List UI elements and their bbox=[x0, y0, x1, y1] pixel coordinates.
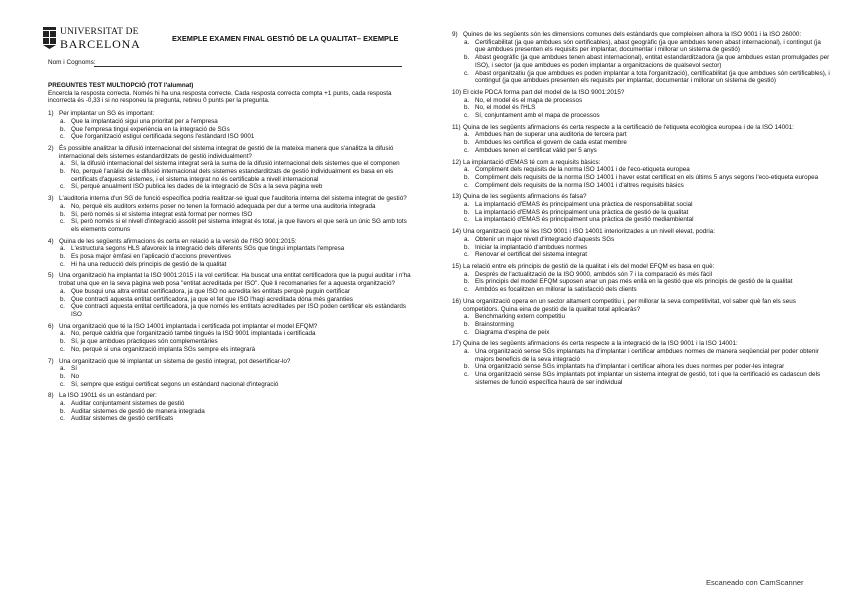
instructions-text: Encercla la resposta correcta. Només hi ha una resposta correcte. Cada resposta correcta compta +1 punts, cada resposta incorrecta és -0,33 i si no responeu la pregunta, rebreu 0 punts per la pregunta. bbox=[48, 89, 392, 105]
answer-option[interactable] bbox=[452, 329, 832, 337]
answer-option[interactable] bbox=[452, 313, 832, 321]
question-item bbox=[48, 272, 412, 318]
option-text: No, perquè l'anàlisi de la difusió internacional dels sistemes estandarditzats de gestió individualment es basa en els certificats d'aquests sistemes, i el sistema integrat no és certificable a nivell internacional bbox=[71, 168, 394, 183]
question-list-left bbox=[48, 110, 412, 423]
option-text: No, perquè si una organització implanta SGs sempre els integrarà bbox=[71, 345, 256, 353]
answer-option[interactable] bbox=[452, 166, 832, 174]
option-text: Benchmarking extern competitiu bbox=[475, 313, 565, 321]
question-header bbox=[452, 89, 832, 97]
option-letter: c. bbox=[464, 216, 469, 224]
question-text: Quines de les següents són les dimensions comunes dels estàndards que compleixen alhora la ISO 9001 i la ISO 26000: bbox=[463, 31, 802, 38]
option-text: Iniciar la implantació d'ambdues normes bbox=[475, 243, 588, 251]
option-text: Ambdós es focalitzen en millorar la satisfacció dels clients bbox=[475, 286, 637, 294]
question-list-right bbox=[452, 31, 832, 387]
answer-option[interactable] bbox=[48, 245, 412, 253]
question-text: Quina de les següents afirmacions és certa en relació a la versió de l'ISO 9001:2015: bbox=[59, 237, 297, 245]
question-item bbox=[452, 31, 832, 85]
question-number: 17) bbox=[452, 340, 462, 348]
option-letter: b. bbox=[60, 125, 66, 133]
question-number: 12) bbox=[452, 158, 462, 166]
question-number: 2) bbox=[48, 144, 54, 152]
option-letter: c. bbox=[60, 133, 65, 141]
question-number: 7) bbox=[48, 357, 54, 365]
option-text: Certificabilitat (ja que ambdues són certificables), abast geogràfic (ja que ambdues tenen abast internacional), i contingut (ja que ambdues presenten els requisits per implantar, documentar i millorar un sistema de gestió) bbox=[475, 38, 821, 54]
option-text: Sí, però només si el sistema integrat està format per normes ISO bbox=[71, 210, 253, 218]
question-item bbox=[452, 89, 832, 120]
right-column bbox=[452, 31, 832, 391]
answer-option[interactable] bbox=[452, 371, 832, 386]
question-header bbox=[452, 31, 832, 39]
answer-option[interactable] bbox=[48, 253, 412, 261]
answer-option[interactable] bbox=[452, 112, 832, 120]
question-header bbox=[48, 195, 412, 203]
question-text: Una organització que té les ISO 9001 i ISO 14001 interioritzades a un nivell elevat, podria: bbox=[463, 228, 716, 236]
question-number: 15) bbox=[452, 262, 462, 270]
option-letter: b. bbox=[60, 407, 66, 415]
question-header bbox=[48, 238, 412, 246]
university-crest-icon bbox=[42, 27, 57, 49]
question-number: 13) bbox=[452, 193, 462, 201]
option-letter: a. bbox=[60, 400, 66, 408]
answer-option[interactable] bbox=[48, 365, 412, 373]
option-letter: c. bbox=[60, 415, 65, 423]
question-number: 6) bbox=[48, 322, 54, 330]
option-text: Sí, sempre que estigui certificat segons un estàndard nacional d'integració bbox=[71, 380, 279, 388]
option-text: Que contracti aquesta entitat certificadora, ja que el fet que ISO l'hagi acreditada dóna més garanties bbox=[71, 295, 353, 303]
scanner-watermark: Escaneado con CamScanner bbox=[706, 578, 804, 587]
question-header bbox=[48, 272, 412, 287]
question-number: 9) bbox=[452, 31, 458, 38]
answer-option[interactable] bbox=[452, 216, 832, 224]
question-text: El cicle PDCA forma part del model de la ISO 9001:2015? bbox=[463, 88, 625, 96]
option-letter: a. bbox=[464, 270, 470, 278]
question-item bbox=[452, 124, 832, 155]
answer-option[interactable] bbox=[48, 160, 412, 168]
question-text: L'auditoria interna d'un SG de funció específica podria realitzar-se igual que l'auditoria interna del sistema integrat de gestió? bbox=[59, 195, 407, 203]
option-text: Diagrama d'espina de peix bbox=[475, 328, 550, 336]
option-letter: c. bbox=[60, 345, 65, 353]
option-letter: a. bbox=[60, 160, 66, 168]
question-text: Quina de les següents afirmacions és certa respecte a la certificació de l'etiqueta ecològica europea i de la ISO 14001: bbox=[463, 123, 794, 131]
answer-option[interactable] bbox=[452, 348, 832, 363]
question-header bbox=[48, 323, 412, 331]
answer-option[interactable] bbox=[48, 303, 412, 318]
question-number: 4) bbox=[48, 237, 54, 245]
answer-option[interactable] bbox=[452, 278, 832, 286]
option-text: No, el model és l'HLS bbox=[475, 104, 536, 112]
answer-option[interactable] bbox=[452, 201, 832, 209]
option-letter: b. bbox=[464, 139, 470, 147]
option-text: La implantació d'EMAS és principalment una pràctica de responsabilitat social bbox=[475, 201, 693, 209]
option-text: No, perquè caldria que l'organització també tingués la ISO 9001 implantada i certificada bbox=[71, 330, 316, 338]
option-text: Sí, perquè anualment ISO publica les dades de la integració de SGs a la seva pàgina web bbox=[71, 183, 323, 191]
option-text: Que contracti aquesta entitat certificadora, ja que només les entitats acreditades per ISO poden certificar els estàndards ISO bbox=[71, 303, 406, 318]
option-letter: a. bbox=[464, 348, 470, 356]
question-header bbox=[452, 159, 832, 167]
section-title: PREGUNTES TEST MULTIOPCIÓ (TOT l'alumnat) bbox=[48, 82, 194, 89]
question-item bbox=[48, 110, 412, 141]
answer-option[interactable] bbox=[48, 330, 412, 338]
option-text: Auditar conjuntament sistemes de gestió bbox=[71, 400, 185, 408]
question-header bbox=[48, 358, 412, 366]
answer-option[interactable] bbox=[48, 296, 412, 304]
option-text: Auditar sistemes de gestió certificats bbox=[71, 415, 174, 423]
answer-option[interactable] bbox=[452, 147, 832, 155]
answer-option[interactable] bbox=[48, 373, 412, 381]
option-text: L'estructura segons HLS afavoreix la integració dels diferents SGs que tingui implantats l'empresa bbox=[71, 245, 345, 253]
option-text: Que la implantació sigui una prioritat per a l'empresa bbox=[71, 117, 218, 125]
question-header bbox=[452, 263, 832, 271]
question-header bbox=[48, 145, 412, 160]
question-header bbox=[452, 298, 832, 313]
option-text: Una organització sense SGs implantats ha d'implantar i certificar ambdues normes de manera seqüencial per poder obtenir majors beneficis de la seva integració bbox=[475, 348, 819, 363]
option-text: Ambdues les certifica el govern de cada estat membre bbox=[475, 139, 627, 147]
option-letter: b. bbox=[464, 54, 470, 62]
question-text: Quina de les següents afirmacions és certa respecte a la integració de la ISO 9001 i la ISO 14001: bbox=[463, 340, 738, 348]
question-item bbox=[452, 263, 832, 294]
question-number: 8) bbox=[48, 392, 54, 400]
answer-option[interactable] bbox=[48, 218, 412, 233]
option-letter: c. bbox=[60, 303, 65, 311]
option-letter: c. bbox=[464, 328, 469, 336]
answer-option[interactable] bbox=[48, 168, 412, 183]
answer-option[interactable] bbox=[452, 271, 832, 279]
option-letter: b. bbox=[60, 295, 66, 303]
answer-option[interactable] bbox=[48, 346, 412, 354]
option-letter: c. bbox=[60, 380, 65, 388]
option-text: Que l'organització estigui certificada segons l'estàndard ISO 9001 bbox=[71, 133, 255, 141]
answer-option[interactable] bbox=[452, 70, 832, 85]
question-header bbox=[452, 228, 832, 236]
option-letter: b. bbox=[464, 278, 470, 286]
answer-option[interactable] bbox=[48, 400, 412, 408]
question-text: Quina de les següents afirmacions és falsa? bbox=[463, 193, 587, 201]
document-title: EXEMPLE EXAMEN FINAL GESTIÓ DE LA QUALITAT– EXEMPLE bbox=[172, 34, 399, 43]
option-letter: a. bbox=[464, 96, 470, 104]
answer-option[interactable] bbox=[452, 363, 832, 371]
option-letter: c. bbox=[60, 260, 65, 268]
option-letter: a. bbox=[60, 287, 66, 295]
university-logo bbox=[42, 26, 141, 52]
answer-option[interactable] bbox=[452, 244, 832, 252]
option-letter: c. bbox=[464, 112, 469, 120]
question-text: Una organització que té la ISO 14001 implantada i certificada pot implantar el model EFQM? bbox=[59, 322, 318, 330]
option-text: Una organització sense SGs implantats ha d'implantar i certificar alhora les dues normes per poder-les integrar bbox=[475, 363, 785, 371]
option-text: No, perquè els auditors externs poser no tenen la formació adequada per dur a terme una auditoria integrada bbox=[71, 202, 376, 210]
answer-option[interactable] bbox=[48, 261, 412, 269]
question-item bbox=[452, 159, 832, 190]
option-text: Sí, ja que ambdues pràctiques són complementàries bbox=[71, 338, 218, 346]
option-letter: b. bbox=[464, 363, 470, 371]
option-text: Ambdues tenen el certificat vàlid per 5 anys bbox=[475, 146, 597, 154]
question-header bbox=[48, 110, 412, 118]
option-text: Obtenir un major nivell d'integració d'aquests SGs bbox=[475, 235, 615, 243]
question-header bbox=[48, 392, 412, 400]
option-text: Abast organitzatiu (ja que ambdues es poden implantar a tota l'organització), certificabilitat (ja que ambdues són certificables), i contingut (ja que ambdues presenten els requisits per implantar, documentar i millorar un sistema de gestió) bbox=[475, 69, 830, 85]
answer-option[interactable] bbox=[48, 203, 412, 211]
option-letter: c. bbox=[464, 181, 469, 189]
answer-option[interactable] bbox=[452, 182, 832, 190]
option-letter: a. bbox=[464, 235, 470, 243]
option-text: Abast geogràfic (ja que ambdues tenen abast internacional), entitat estandarditzadora (ja que ambdues estan promulgades per ISO), i sector (ja que ambdues es poden implantar a organitzacions de qualsevol sector) bbox=[475, 54, 830, 69]
option-text: La implantació d'EMAS és principalment una pràctica de gestió mediambiental bbox=[475, 216, 694, 224]
answer-option[interactable] bbox=[452, 236, 832, 244]
answer-option[interactable] bbox=[452, 131, 832, 139]
answer-option[interactable] bbox=[48, 211, 412, 219]
question-text: Una organització que té implantat un sistema de gestió integrat, pot desertificar-lo? bbox=[59, 357, 291, 365]
question-text: Una organització ha implantat la ISO 9001:2015 i la vol certificar. Ha buscat una entitat certificadora que la pugui auditar i n'ha trobat una que en la seva pàgina web posa "entitat acreditada per ISO". Què li recomanaries fer a aquesta organització? bbox=[59, 272, 411, 288]
option-text: Una organització sense SGs implantats pot implantar un sistema integrat de gestió, tot i que la certificació es cadascun dels sistemes de funció específica haurà de ser individual bbox=[475, 371, 821, 386]
option-text: Compliment dels requisits de la norma ISO 14001 i de l'eco-etiqueta europea bbox=[475, 166, 690, 174]
option-letter: a. bbox=[464, 38, 470, 46]
option-letter: a. bbox=[464, 131, 470, 139]
answer-option[interactable] bbox=[48, 338, 412, 346]
option-text: Sí, la difusió internacional del sistema integrat serà la suma de la difusió internacional dels sistemes que el componen bbox=[71, 160, 400, 168]
option-letter: a. bbox=[60, 202, 66, 210]
name-field-label: Nom i Cognoms: bbox=[48, 59, 96, 66]
option-letter: b. bbox=[60, 372, 66, 380]
question-item bbox=[48, 195, 412, 234]
option-text: Brainstorming bbox=[475, 320, 514, 328]
option-letter: a. bbox=[60, 245, 66, 253]
question-header bbox=[452, 340, 832, 348]
option-letter: c. bbox=[464, 251, 469, 259]
question-text: La ISO 19011 és un estàndard per: bbox=[59, 392, 157, 400]
answer-option[interactable] bbox=[452, 54, 832, 69]
question-number: 14) bbox=[452, 228, 462, 236]
answer-option[interactable] bbox=[48, 118, 412, 126]
option-text: Compliment dels requisits de la norma ISO 14001 i d'altres requisits bàsics bbox=[475, 181, 684, 189]
answer-option[interactable] bbox=[452, 174, 832, 182]
option-text: Auditar sistemes de gestió de manera integrada bbox=[71, 407, 205, 415]
answer-option[interactable] bbox=[48, 415, 412, 423]
question-item bbox=[48, 145, 412, 191]
option-letter: b. bbox=[464, 243, 470, 251]
option-text: Compliment dels requisits de la norma ISO 14001 i haver estat certificat en els últims 5 anys segons l'eco-etiqueta europea bbox=[475, 173, 819, 181]
option-text: Ambdues han de superar una auditoria de tercera part bbox=[475, 131, 627, 139]
option-letter: b. bbox=[60, 168, 66, 176]
answer-option[interactable] bbox=[452, 321, 832, 329]
option-letter: b. bbox=[60, 210, 66, 218]
option-letter: b. bbox=[464, 208, 470, 216]
question-number: 5) bbox=[48, 272, 54, 280]
option-text: Sí, però només si el nivell d'integració assolit pel sistema integrat és total, ja que llavors el que serà un únic SG amb tots els elements comuns bbox=[71, 218, 407, 233]
answer-option[interactable] bbox=[48, 381, 412, 389]
option-letter: a. bbox=[464, 201, 470, 209]
question-item bbox=[48, 323, 412, 354]
option-text: Sí, conjuntament amb el mapa de processos bbox=[475, 112, 600, 120]
option-letter: b. bbox=[464, 320, 470, 328]
option-text: Els principis del model EFQM suposen anar un pas més enllà en la gestió que els principis de gestió de la qualitat bbox=[475, 278, 793, 286]
question-number: 1) bbox=[48, 110, 54, 118]
question-item bbox=[48, 238, 412, 269]
option-letter: a. bbox=[60, 365, 66, 373]
question-number: 11) bbox=[452, 123, 461, 131]
question-header bbox=[452, 124, 832, 132]
option-letter: a. bbox=[60, 330, 66, 338]
option-text: Que busqui una altra entitat certificadora, ja que ISO no acredita les entitats perquè puguin certificar bbox=[71, 287, 350, 295]
option-text: La implantació d'EMAS és principalment una pràctica de gestió de la qualitat bbox=[475, 208, 689, 216]
option-letter: b. bbox=[464, 173, 470, 181]
question-number: 10) bbox=[452, 88, 462, 96]
option-text: No bbox=[71, 372, 80, 380]
answer-option[interactable] bbox=[452, 251, 832, 259]
option-text: Hi ha una reducció dels principis de gestió de la qualitat bbox=[71, 260, 227, 268]
question-header bbox=[452, 193, 832, 201]
option-text: Es posa major èmfasi en l'aplicació d'accions preventives bbox=[71, 253, 231, 261]
question-item bbox=[48, 358, 412, 389]
option-text: Que l'empresa tingui experiència en la integració de SGs bbox=[71, 125, 230, 133]
option-text: No, el model és el mapa de processos bbox=[475, 96, 583, 104]
logo-line-2: BARCELONA bbox=[60, 37, 141, 51]
option-letter: a. bbox=[464, 166, 470, 174]
option-letter: a. bbox=[464, 313, 470, 321]
option-letter: c. bbox=[464, 146, 469, 154]
answer-option[interactable] bbox=[48, 408, 412, 416]
answer-option[interactable] bbox=[48, 126, 412, 134]
question-item bbox=[452, 340, 832, 386]
answer-option[interactable] bbox=[452, 209, 832, 217]
question-number: 16) bbox=[452, 297, 462, 305]
option-letter: b. bbox=[60, 253, 66, 261]
option-letter: c. bbox=[464, 371, 469, 379]
question-item bbox=[452, 298, 832, 337]
question-item bbox=[48, 392, 412, 423]
answer-option[interactable] bbox=[452, 286, 832, 294]
question-item bbox=[452, 228, 832, 259]
answer-option[interactable] bbox=[48, 133, 412, 141]
option-letter: a. bbox=[60, 117, 66, 125]
answer-option[interactable] bbox=[452, 39, 832, 54]
option-letter: b. bbox=[60, 338, 66, 346]
question-text: La relació entre els principis de gestió de la qualitat i els del model EFQM es basa en què: bbox=[463, 262, 715, 270]
question-text: Una organització opera en un sector altament competitiu i, per millorar la seva competitivitat, vol saber què fan els seus competidors. Quina eina de gestió de la qualitat total aplicaràs? bbox=[463, 297, 796, 313]
answer-option[interactable] bbox=[452, 139, 832, 147]
question-text: És possible analitzar la difusió internacional del sistema integrat de gestió de la mateixa manera que s'analitza la difusió internacional dels sistemes estandarditzats de gestió individualment? bbox=[59, 144, 394, 160]
question-number: 3) bbox=[48, 195, 54, 203]
option-text: Després de l'actualització de la ISO 9000, ambdós són 7 i la comparació és més fàcil bbox=[475, 270, 713, 278]
option-letter: c. bbox=[464, 286, 469, 294]
answer-option[interactable] bbox=[48, 183, 412, 191]
question-item bbox=[452, 193, 832, 224]
option-letter: c. bbox=[60, 183, 65, 191]
logo-line-1: UNIVERSITAT DE bbox=[60, 27, 139, 37]
option-letter: c. bbox=[60, 218, 65, 226]
option-text: Sí bbox=[71, 365, 77, 373]
option-text: Renovar el certificat del sistema integrat bbox=[475, 251, 587, 259]
answer-option[interactable] bbox=[452, 104, 832, 112]
question-text: Per implantar un SG és important: bbox=[59, 110, 155, 118]
left-column bbox=[48, 82, 412, 427]
answer-option[interactable] bbox=[452, 97, 832, 105]
answer-option[interactable] bbox=[48, 288, 412, 296]
option-letter: b. bbox=[464, 104, 470, 112]
name-field-line bbox=[94, 66, 402, 67]
option-letter: c. bbox=[464, 69, 469, 77]
question-text: La implantació d'EMAS té com a requisits bàsics: bbox=[463, 158, 601, 166]
